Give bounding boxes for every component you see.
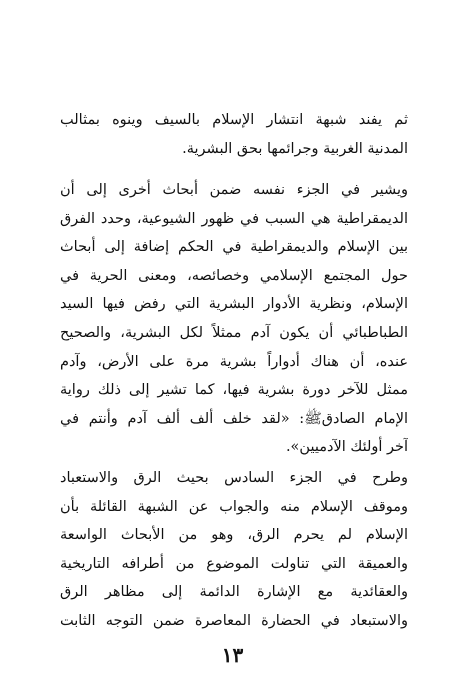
paragraph-line: والاستبعاد في الحضارة المعاصرة ضمن التوجه الثابت: [60, 612, 408, 629]
paragraph-line: والعقائدية مع الإشارة الدائمة إلى مظاهر الرق: [60, 584, 408, 601]
paragraph-2: [60, 176, 408, 462]
paragraph-line: والعميقة التي تناولت الموضوع من أطرافه التاريخية: [60, 555, 408, 572]
paragraph-3: [60, 464, 408, 636]
paragraph-line: بين الإسلام والديمقراطية في الحكم إضافة إلى أبحاث: [60, 239, 408, 256]
page-number: ١٣: [221, 643, 244, 667]
paragraph-line: ثم يفند شبهة انتشار الإسلام بالسيف وينوه بمثالب: [60, 112, 408, 128]
paragraph-line: الإسلام، ونظرية الأدوار البشرية التي رفض فيها السيد: [60, 296, 408, 313]
paragraph-line: الديمقراطية هي السبب في ظهور الشيوعية، وحدد الفرق: [60, 210, 408, 227]
paragraph-line: الطباطبائي أن يكون آدم ممثلاً لكل البشرية، والصحيح: [60, 324, 408, 341]
paragraph-line: وطرح في الجزء السادس بحيث الرق والاستعباد: [60, 470, 408, 486]
paragraph-line: المدنية الغربية وجرائمها بحق البشرية.: [182, 140, 408, 157]
paragraph-line: الإمام الصادقﷺ: «لقد خلف ألف ألف آدم وأنتم في: [60, 410, 408, 427]
paragraph-1: [60, 106, 408, 163]
paragraph-line: حول المجتمع الإسلامي وخصائصه، ومعنى الحرية في: [60, 267, 408, 284]
paragraph-line: الإسلام لم يحرم الرق، وهو من الأبحاث الواسعة: [60, 527, 408, 544]
paragraph-line: ممثل للآخر دورة بشرية فيها، كما تشير إلى ذلك رواية: [60, 382, 408, 399]
paragraph-line: ويشير في الجزء نفسه ضمن أبحاث أخرى إلى أن: [60, 182, 408, 198]
paragraph-line: وموقف الإسلام منه والجواب عن الشبهة القائلة بأن: [60, 498, 408, 515]
paragraph-line: آخر أولئك الآدميين».: [285, 439, 408, 456]
paragraph-line: عنده، أن هناك أدواراً بشرية مرة على الأرض، وآدم: [60, 353, 408, 370]
